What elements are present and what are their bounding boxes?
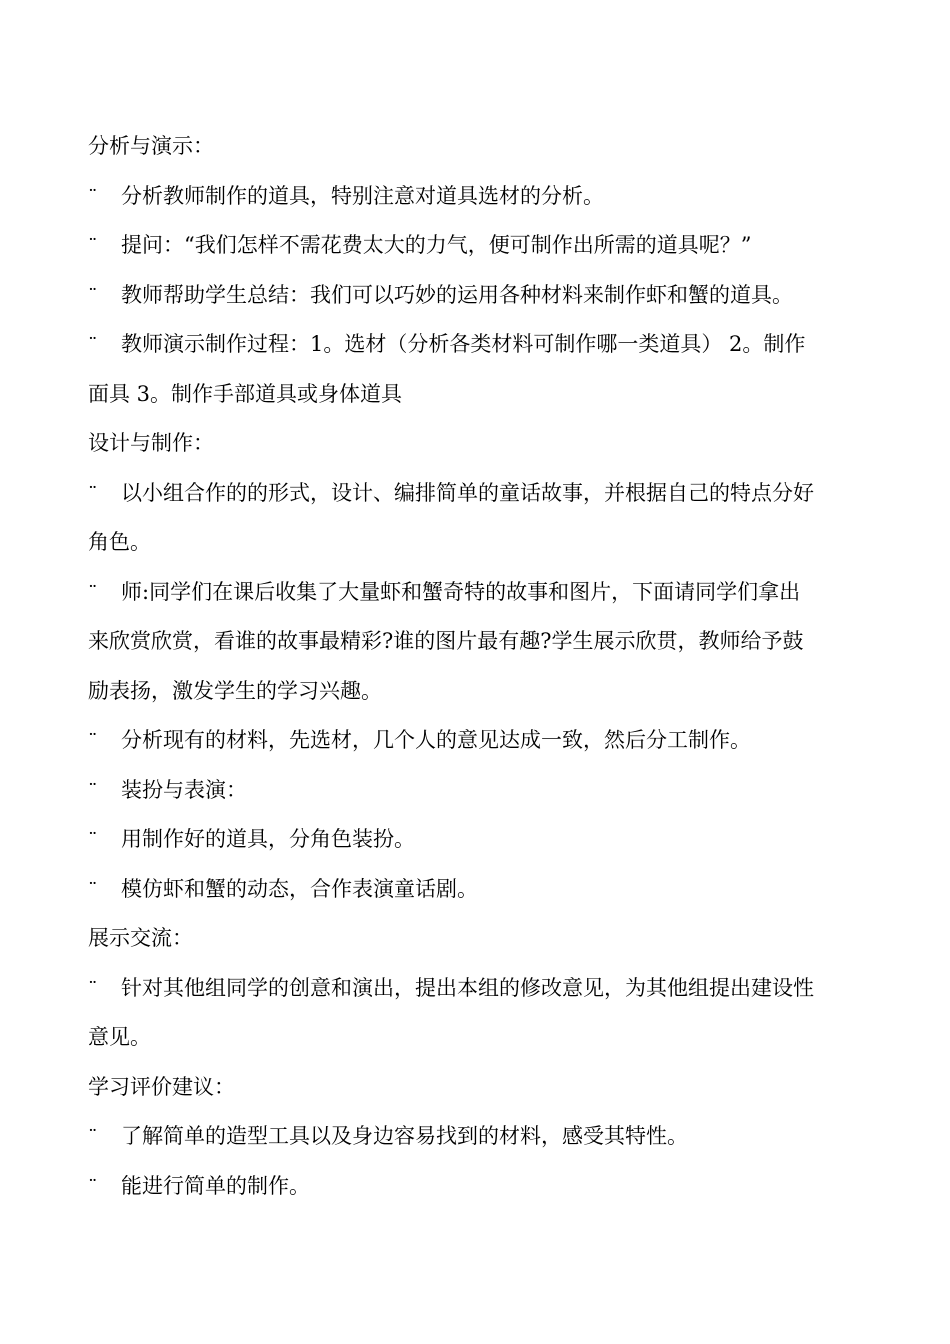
bullet-item: ¨ 模仿虾和蟹的动态，合作表演童话剧。 [88,865,868,915]
bullet-item: ¨ 分析教师制作的道具，特别注意对道具选材的分析。 [88,172,868,222]
bullet-icon: ¨ [88,829,98,851]
bullet-icon: ¨ [88,581,98,604]
bullet-icon: ¨ [88,1175,98,1198]
bullet-item: ¨ 分析现有的材料，先选材，几个人的意见达成一致，然后分工制作。 [88,716,868,766]
bullet-icon: ¨ [88,878,98,901]
section-heading: 学习评价建议： [88,1074,235,1099]
document-page [88,122,868,1211]
bullet-icon: ¨ [88,1126,98,1148]
bullet-item: ¨ 针对其他组同学的创意和演出，提出本组的修改意见，为其他组提出建设性 [88,964,868,1014]
bullet-icon: ¨ [88,284,98,307]
bullet-icon: ¨ [88,779,98,802]
bullet-icon: ¨ [88,334,98,356]
bullet-item: ¨ 师:同学们在课后收集了大量虾和蟹奇特的故事和图片，下面请同学们拿出 [88,568,868,618]
paragraph-continuation: 面具 3。制作手部道具或身体道具 [88,381,403,406]
paragraph-continuation: 励表扬，激发学生的学习兴趣。 [88,678,382,703]
bullet-icon: ¨ [88,235,98,257]
paragraph-continuation: 角色。 [88,530,151,554]
bullet-item: ¨ 提问：“我们怎样不需花费太大的力气，便可制作出所需的道具呢？” [88,221,868,271]
bullet-icon: ¨ [88,977,98,1000]
bullet-item: ¨ 了解简单的造型工具以及身边容易找到的材料，感受其特性。 [88,1112,868,1162]
bullet-item: ¨ 装扮与表演： [88,766,868,816]
section-heading: 分析与演示： [88,134,214,158]
section-heading: 展示交流： [88,926,193,950]
bullet-item: ¨ 能进行简单的制作。 [88,1162,868,1212]
bullet-item: ¨ 教师演示制作过程：1。选材（分析各类材料可制作哪一类道具） 2。制作 [88,320,868,370]
bullet-icon: ¨ [88,482,98,505]
bullet-icon: ¨ [88,185,98,208]
paragraph-continuation: 来欣赏欣赏，看谁的故事最精彩?谁的图片最有趣?学生展示欣贯，教师给予鼓 [88,629,804,653]
section-heading: 设计与制作： [88,431,214,455]
bullet-item: ¨ 用制作好的道具，分角色装扮。 [88,815,868,865]
bullet-icon: ¨ [88,730,98,752]
bullet-item: ¨ 以小组合作的的形式，设计、编排简单的童话故事，并根据自己的特点分好 [88,469,868,519]
paragraph-continuation: 意见。 [88,1025,151,1049]
bullet-item: ¨ 教师帮助学生总结：我们可以巧妙的运用各种材料来制作虾和蟹的道具。 [88,271,868,321]
